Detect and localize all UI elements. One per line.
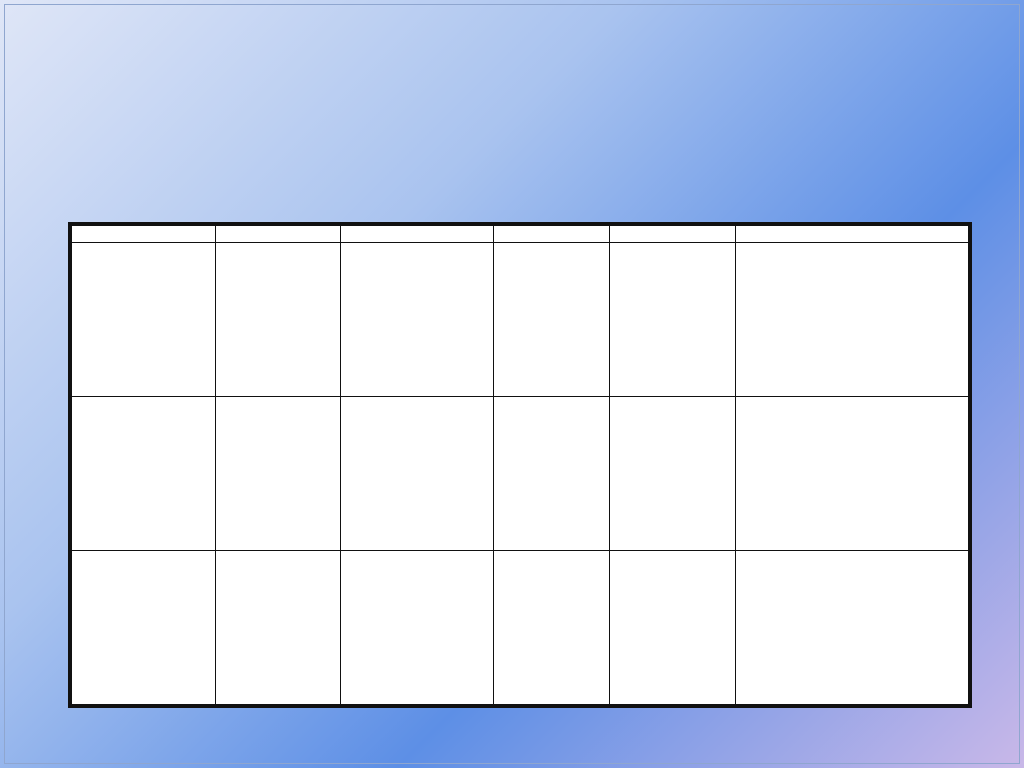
table-cell [493, 243, 610, 397]
table-cell [493, 551, 610, 705]
table-cell [215, 551, 341, 705]
table-cell [341, 243, 493, 397]
table-cell [735, 551, 968, 705]
column-header [215, 226, 341, 243]
table-cell [341, 397, 493, 551]
table-header-row [72, 226, 969, 243]
table-row [72, 243, 969, 397]
table-cell [735, 397, 968, 551]
data-table [71, 225, 969, 705]
table-row [72, 551, 969, 705]
column-header [493, 226, 610, 243]
column-header [735, 226, 968, 243]
table-cell [72, 551, 216, 705]
table-cell [215, 397, 341, 551]
table-cell [493, 397, 610, 551]
table-cell [610, 243, 736, 397]
table-cell [72, 397, 216, 551]
table-cell [610, 397, 736, 551]
column-header [72, 226, 216, 243]
data-table-container [68, 222, 972, 708]
column-header [610, 226, 736, 243]
table-row [72, 397, 969, 551]
column-header [341, 226, 493, 243]
table-cell [610, 551, 736, 705]
table-cell [341, 551, 493, 705]
table-cell [735, 243, 968, 397]
table-cell [215, 243, 341, 397]
table-cell [72, 243, 216, 397]
